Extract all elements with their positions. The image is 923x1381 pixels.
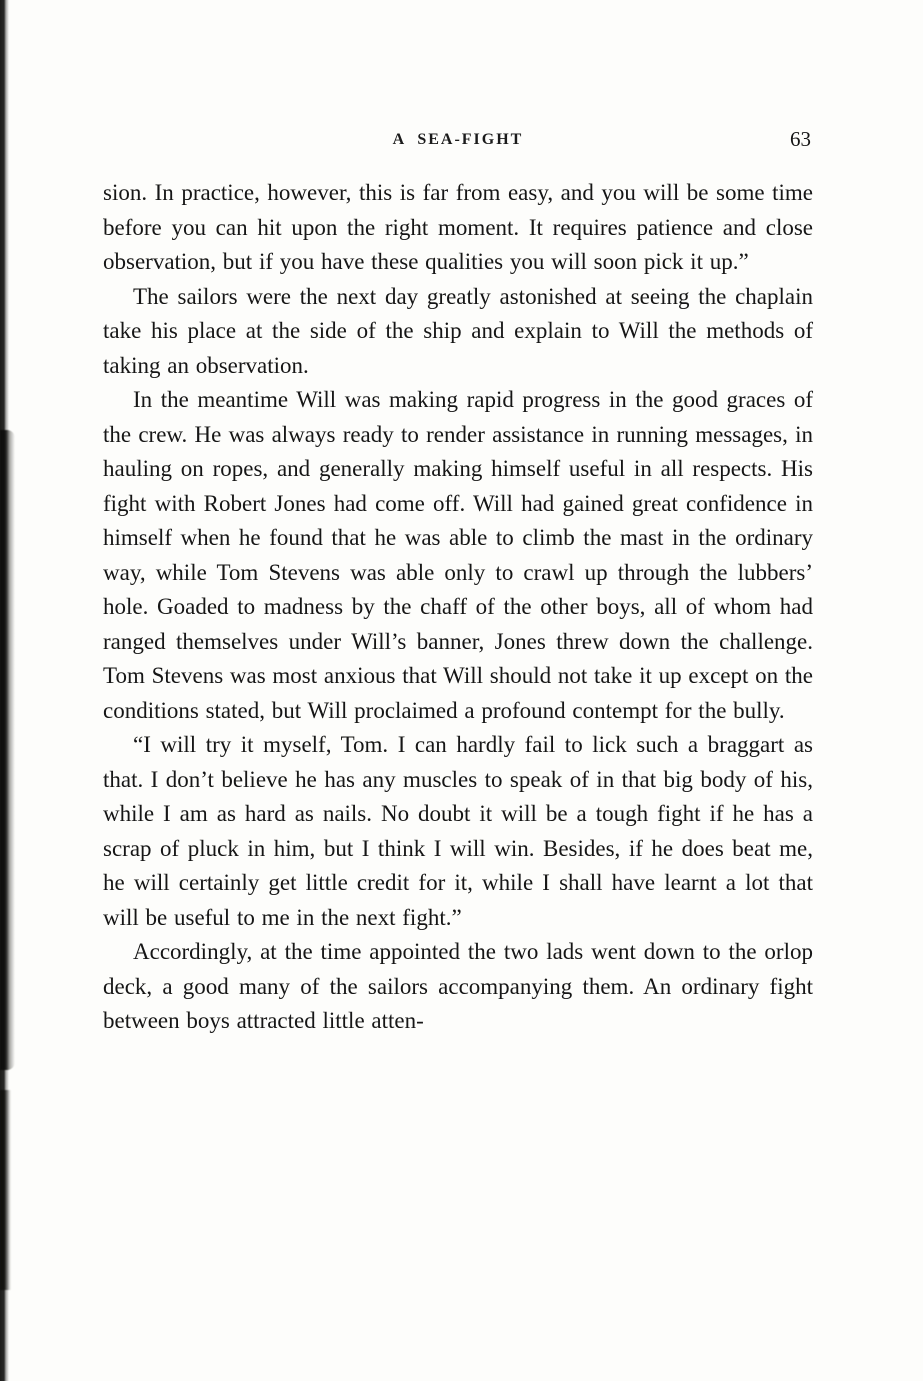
- page-number: 63: [790, 127, 811, 151]
- running-title: A SEA-FIGHT: [392, 131, 524, 148]
- paragraph: In the meantime Will was making rapid progress in the good graces of the crew. He was always ready to render assistance in running messages, in hauling on ropes, and generally making himself useful in all respects. His fight with Robert Jones had come off. Will had gained great confidence in himself when he found that he was able to climb the mast in the ordinary way, while Tom Stevens was able only to crawl up through the lubbers’ hole. Goaded to madness by the chaff of the other boys, all of whom had ranged themselves under Will’s banner, Jones threw down the challenge. Tom Stevens was most anxious that Will should not take it up except on the conditions stated, but Will proclaimed a profound contempt for the bully.: [103, 387, 813, 723]
- page-header: [103, 127, 813, 161]
- paragraph: Accordingly, at the time appointed the two lads went down to the orlop deck, a good many of the sailors accompanying them. An ordinary fight between boys attracted little atten-: [103, 939, 813, 1033]
- body-text: [103, 176, 813, 1039]
- binding-shadow-artifact: [0, 0, 22, 1381]
- paragraph: “I will try it myself, Tom. I can hardly fail to lick such a braggart as that. I don’t believe he has any muscles to speak of in that big body of his, while I am as hard as nails. No doubt it will be a tough fight if he has a scrap of pluck in him, but I think I will win. Besides, if he does beat me, he will certainly get little credit for it, while I shall have learnt a lot that will be useful to me in the next fight.”: [103, 732, 813, 930]
- paragraph: sion. In practice, however, this is far from easy, and you will be some time before you can hit upon the right moment. It requires patience and close observation, but if you have these qualities you will soon pick it up.”: [103, 180, 813, 274]
- paragraph: The sailors were the next day greatly astonished at seeing the chaplain take his place at the side of the ship and explain to Will the methods of taking an observation.: [103, 283, 813, 378]
